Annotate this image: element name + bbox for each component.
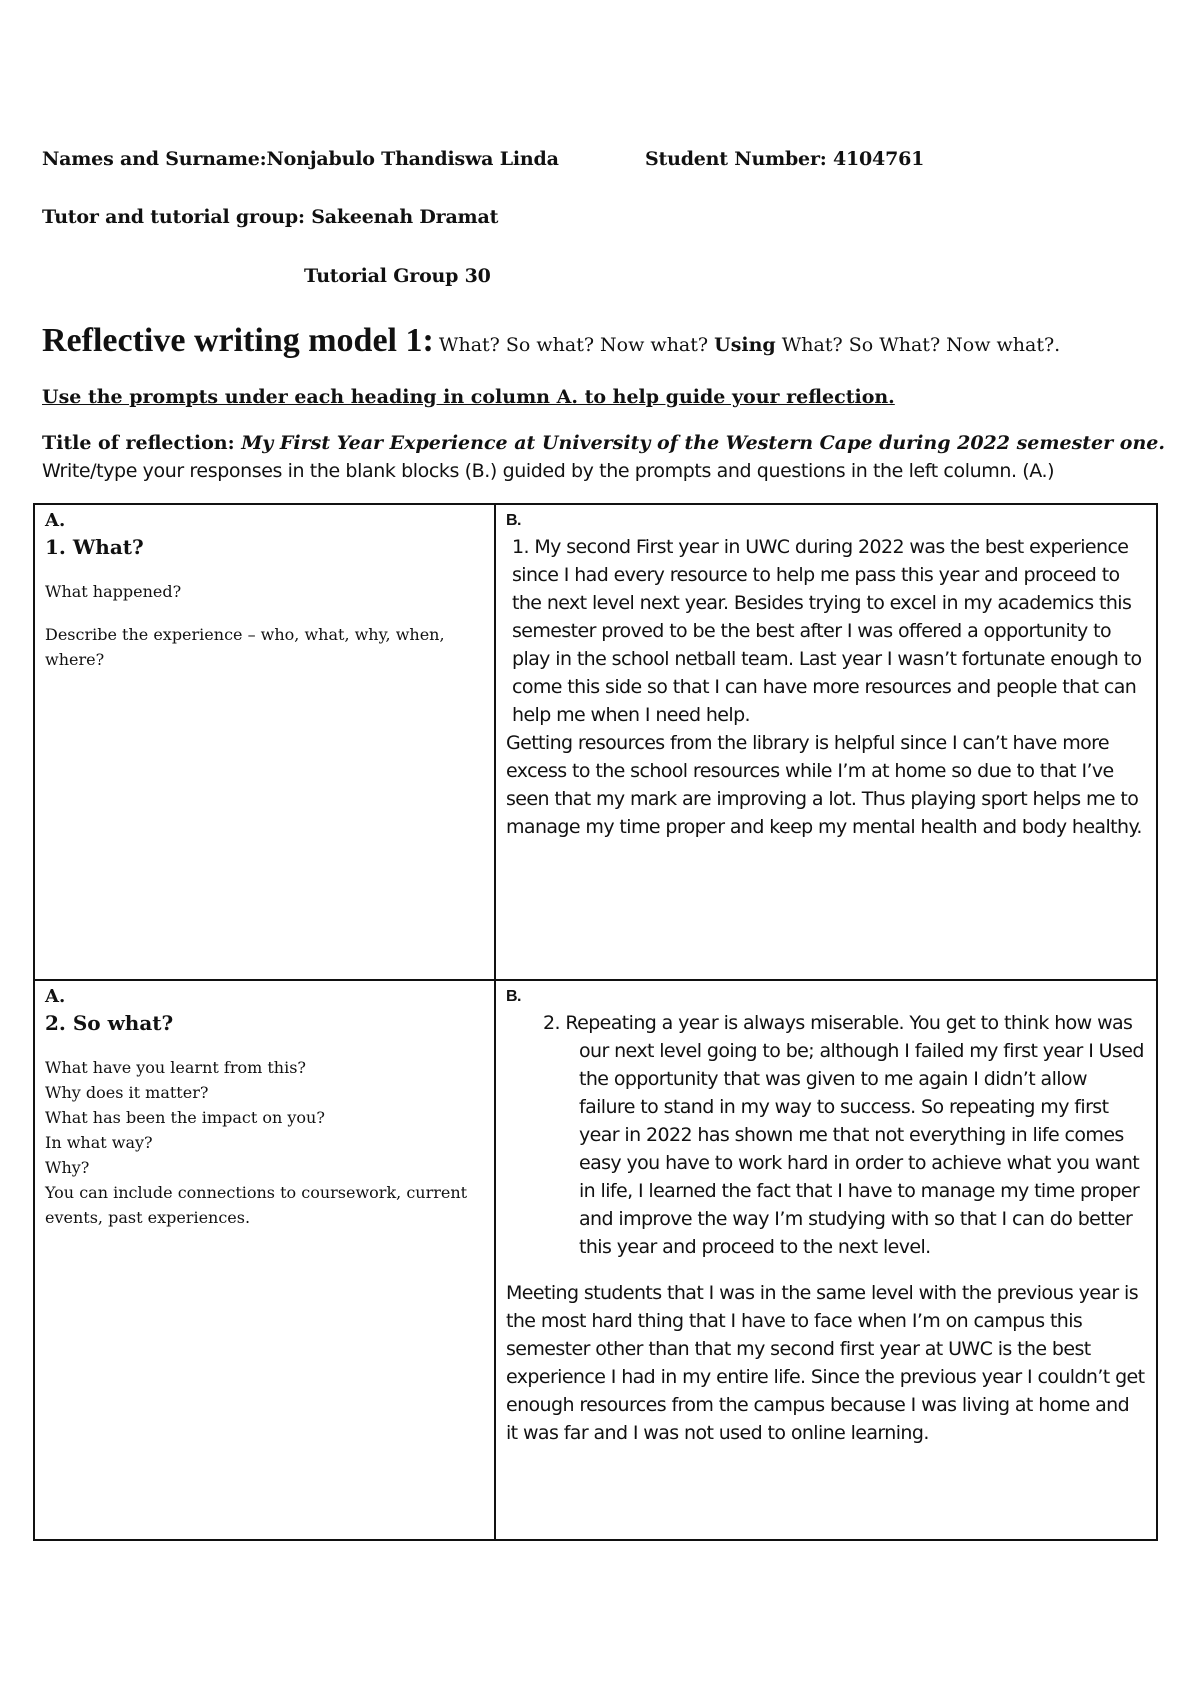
reflection-title-value: My First Year Experience at University of the Western Cape during 2022 semester one. (241, 432, 1165, 454)
instructions-line: Write/type your responses in the blank blocks (B.) guided by the prompts and questions in the left column. (A.) (42, 460, 1055, 482)
reflection-title (42, 432, 1165, 454)
prompt-text: Why does it matter? (45, 1083, 209, 1102)
table-row (34, 980, 1157, 1540)
column-b-label: B. (506, 512, 521, 529)
prompt-text: What have you learnt from this? (45, 1058, 306, 1077)
response-paragraph: Getting resources from the library is helpful since I can’t have more excess to the school resources while I’m at home so due to that I’ve seen that my mark are improving a lot. Thus playing sport helps me to manage my time proper and keep my mental health and body healthy. (506, 732, 1142, 838)
response-item: 1. My second First year in UWC during 2022 was the best experience since I had every resource to help me pass this year and proceed to the next level next year. Besides trying to excel in my academics this semester proved to be the best after I was offered a opportunity to play in the school netball team. Last year I wasn’t fortunate enough to come this side so that I can have more resources and people that can help me when I need help. (512, 536, 1142, 726)
prompts-instruction: Use the prompts under each heading in column A. to help guide your reflection. (42, 386, 895, 408)
title-sub-2: What? So What? Now what?. (781, 334, 1061, 356)
tutor-row (42, 206, 498, 228)
title-main: Reflective writing model 1: (42, 322, 434, 359)
column-a-cell (34, 980, 495, 1540)
tutor-value: Sakeenah Dramat (311, 206, 499, 228)
prompt-text: In what way? (45, 1133, 153, 1152)
column-a-cell (34, 504, 495, 980)
prompt-text: Why? (45, 1158, 90, 1177)
reflection-title-label: Title of reflection: (42, 432, 235, 454)
page-title (42, 322, 1060, 360)
response-paragraph: Meeting students that I was in the same level with the previous year is the most hard thing that I have to face when I’m on campus this semester other than that my second first year at UWC is the best experience I had in my entire life. Since the previous year I couldn’t get enough resources from the campus because I was living at home and it was far and I was not used to online learning. (506, 1282, 1145, 1444)
column-a-label: A. (45, 510, 66, 531)
names-row (42, 148, 559, 170)
student-number-label: Student Number: (645, 148, 827, 170)
title-sub-1: What? So what? Now what? (438, 334, 709, 356)
names-label: Names and Surname: (42, 148, 267, 170)
column-b-cell[interactable] (495, 980, 1157, 1540)
prompt-text: What has been the impact on you? (45, 1108, 325, 1127)
section-heading-so-what: 2. So what? (45, 1011, 174, 1035)
tutor-label: Tutor and tutorial group: (42, 206, 305, 228)
column-a-label: A. (45, 986, 66, 1007)
student-number-value: 4104761 (833, 148, 925, 170)
column-b-label: B. (506, 988, 521, 1005)
tutorial-group: Tutorial Group 30 (304, 265, 491, 287)
prompt-text: You can include connections to coursework, current events, past experiences. (45, 1183, 468, 1227)
section-heading-what: 1. What? (45, 535, 144, 559)
column-b-cell[interactable] (495, 504, 1157, 980)
table-row (34, 504, 1157, 980)
response-item: 2. Repeating a year is always miserable. You get to think how was our next level going to be; although I failed my first year I Used the opportunity that was given to me again I didn’t allow failure to stand in my way to success. So repeating my first year in 2022 has shown me that not everything in life comes easy you have to work hard in order to achieve what you want in life, I learned the fact that I have to manage my time proper and improve the way I’m studying with so that I can do better this year and proceed to the next level. (543, 1012, 1144, 1258)
reflection-table (33, 503, 1158, 1541)
title-using: Using (714, 334, 776, 356)
prompt-text: Describe the experience – who, what, why, when, where? (45, 625, 445, 669)
student-number-row (645, 148, 924, 170)
prompt-text: What happened? (45, 582, 182, 601)
names-value: Nonjabulo Thandiswa Linda (266, 148, 559, 170)
